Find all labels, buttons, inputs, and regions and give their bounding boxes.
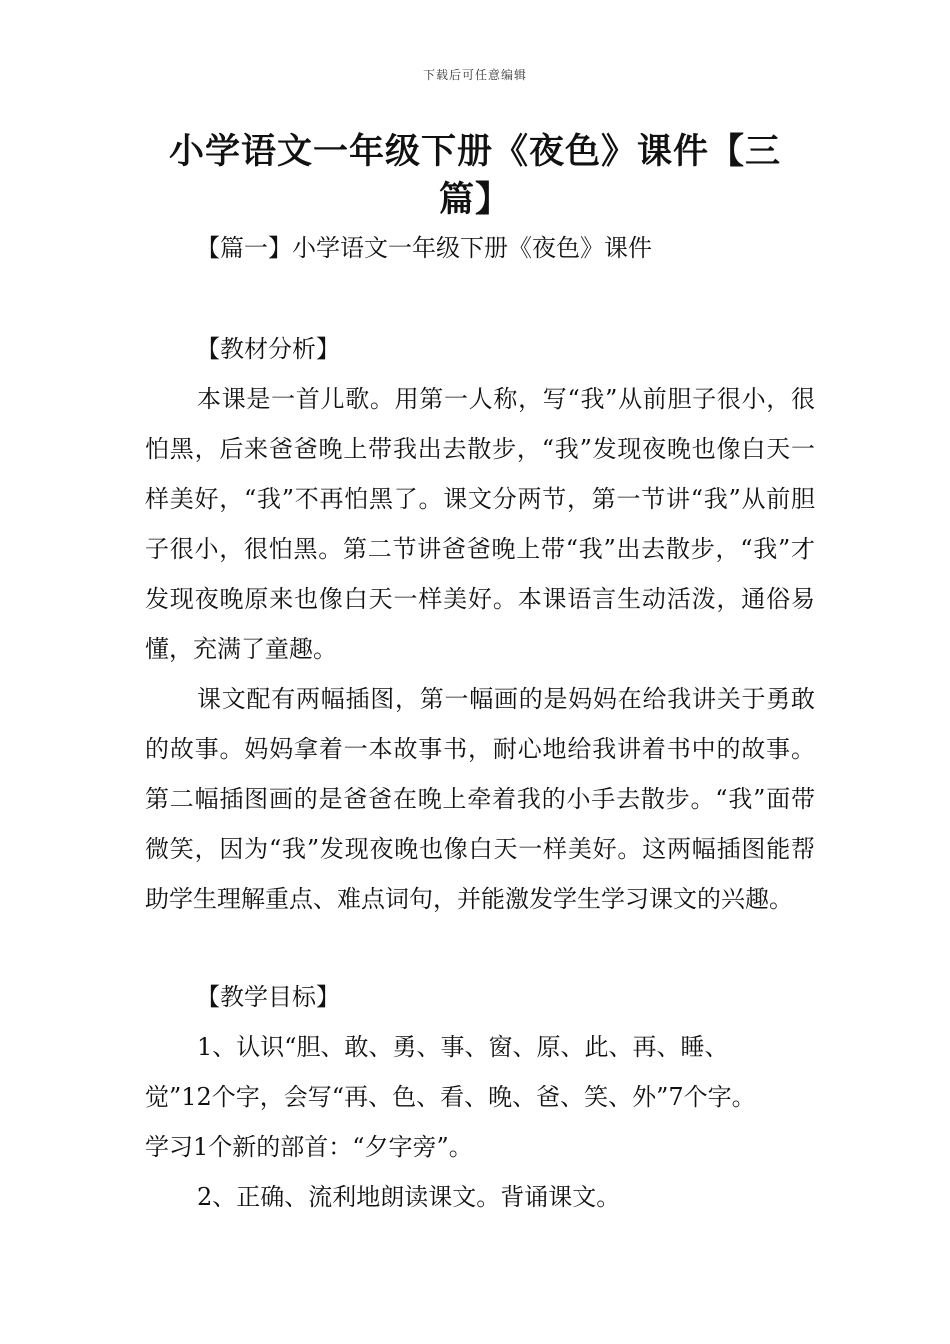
header-note: 下载后可任意编辑 [422, 68, 527, 82]
paragraph-1: 本课是一首儿歌。用第一人称，写“我”从前胆子很小，很怕黑，后来爸爸晚上带我出去散步，“我”发现夜晚也像白天一样美好，“我”不再怕黑了。课文分两节，第一节讲“我”从前胆子很小，很怕黑。第二节讲爸爸晚上带“我”出去散步，“我”才发现夜晚原来也像白天一样美好。本课语言生动活泼，通俗易懂，充满了童趣。 [145, 385, 815, 663]
document-title [150, 128, 800, 224]
goal-1-line-2: 觉”12个字，会写“再、色、看、晚、爸、笑、外”7个字。 [145, 1083, 756, 1111]
heading-teaching-goals: 【教学目标】 [196, 983, 340, 1011]
title-line-1: 小学语文一年级下册《夜色》课件【三 [168, 132, 781, 172]
section-subtitle: 【篇一】小学语文一年级下册《夜色》课件 [196, 234, 652, 262]
paragraph-2: 课文配有两幅插图，第一幅画的是妈妈在给我讲关于勇敢的故事。妈妈拿着一本故事书，耐心地给我讲着书中的故事。第二幅插图画的是爸爸在晚上牵着我的小手去散步。“我”面带微笑，因为“我”发现夜晚也像白天一样美好。这两幅插图能帮助学生理解重点、难点词句，并能激发学生学习课文的兴趣。 [145, 685, 815, 913]
goal-2: 2、正确、流利地朗读课文。背诵课文。 [197, 1183, 621, 1211]
title-line-2: 篇】 [438, 180, 511, 220]
goal-1-line-3: 学习1个新的部首：“夕字旁”。 [145, 1133, 473, 1161]
material-analysis-body [145, 374, 815, 924]
teaching-goals-body [145, 1022, 815, 1222]
heading-material-analysis: 【教材分析】 [196, 335, 340, 363]
goal-1-line-1: 1、认识“胆、敢、勇、事、窗、原、此、再、睡、 [197, 1033, 729, 1061]
